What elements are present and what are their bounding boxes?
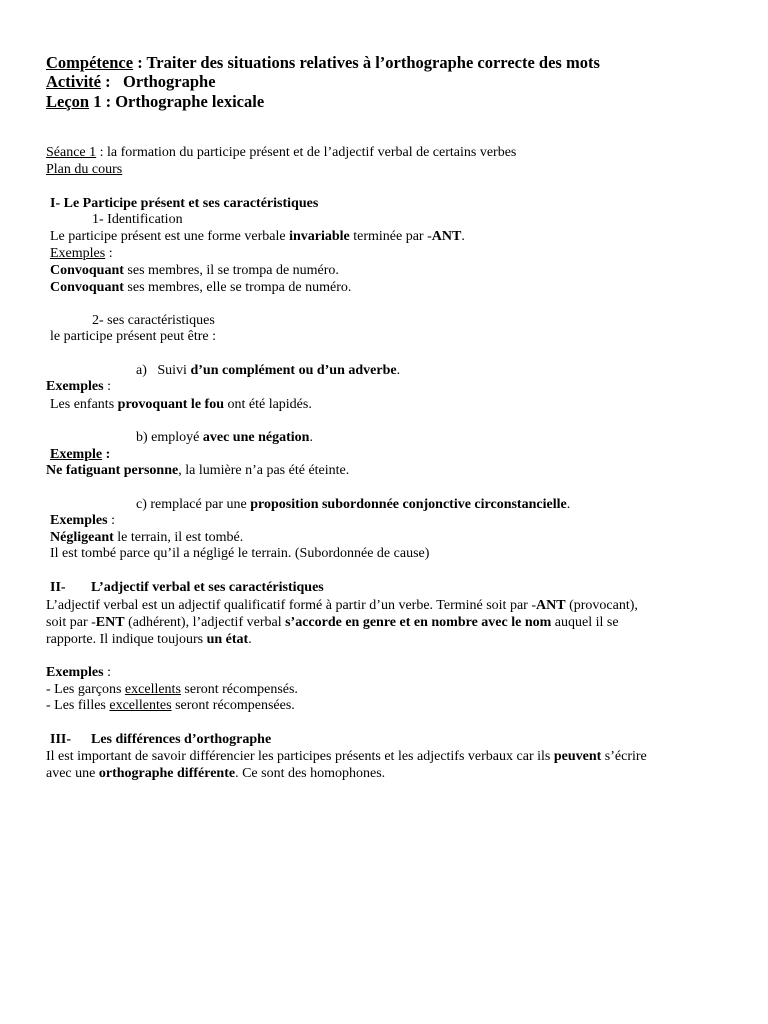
example-bold: Convoquant — [50, 263, 124, 278]
char-b — [136, 429, 313, 446]
part3-title — [50, 731, 271, 748]
para-text: . — [248, 632, 252, 647]
seance-text: : la formation du participe présent et de l’adjectif verbal de certains verbes — [96, 145, 517, 160]
para-bold-orthographe: orthographe différente — [98, 766, 236, 781]
example-text: seront récompensées. — [171, 698, 295, 713]
example-bold: Ne fatiguant personne — [46, 463, 179, 478]
activite-text: : Orthographe — [100, 72, 216, 91]
examples-label: Exemples — [50, 246, 106, 261]
para-text: avec une — [46, 766, 99, 781]
part2-para-line-2 — [46, 614, 619, 631]
para-text: Il est important de savoir différencier les participes présents et les adjectifs verbaux car ils — [46, 749, 554, 764]
example-bold: Convoquant — [50, 280, 124, 295]
char-a-bold: d’un complément ou d’un adverbe — [190, 363, 397, 378]
activite-line — [46, 72, 216, 92]
para-text: (provocant), — [565, 598, 638, 613]
para-bold-etat: un état — [206, 632, 249, 647]
part2-para-line-1 — [46, 597, 638, 614]
examples-label: Exemples — [50, 513, 108, 528]
part2-examples-label — [46, 664, 111, 681]
example-text: - Les garçons — [46, 682, 125, 697]
example-text: ont été lapidés. — [223, 397, 312, 412]
part2-example-1 — [46, 681, 298, 698]
examples-colon: : — [105, 246, 113, 261]
part3-num: III- — [50, 732, 72, 747]
para-text: soit par - — [46, 615, 96, 630]
char-c-prefix: c) remplacé par une — [136, 497, 251, 512]
def-bold-ant: ANT — [431, 229, 462, 244]
example-label: Exemple — [50, 447, 103, 462]
part3-para-line-1 — [46, 748, 647, 765]
char-a — [136, 362, 400, 379]
char-c — [136, 496, 570, 513]
part1-num: I- — [50, 196, 64, 211]
part1-title — [50, 195, 318, 212]
para-text: s’écrire — [601, 749, 647, 764]
def-text-c: terminée par - — [349, 229, 432, 244]
examples-label: Exemples — [46, 665, 104, 680]
char-c-end: . — [566, 497, 571, 512]
char-b-example-label — [50, 446, 110, 463]
char-a-end: . — [396, 363, 401, 378]
def-text-a: Le participe présent est une forme verbale — [50, 229, 290, 244]
competence-text: : Traiter des situations relatives à l’orthographe correcte des mots — [133, 53, 600, 72]
char-c-example-2: Il est tombé parce qu’il a négligé le terrain. (Subordonnée de cause) — [50, 546, 430, 561]
char-b-prefix: b) employé — [136, 430, 203, 445]
part1-title-text: Le Participe présent et ses caractéristiques — [63, 196, 319, 211]
para-text: . Ce sont des homophones. — [235, 766, 386, 781]
para-text: auquel il se — [551, 615, 619, 630]
examples-colon: : — [103, 665, 111, 680]
example-bold: Négligeant — [50, 530, 114, 545]
char-a-prefix: a) Suivi — [136, 363, 191, 378]
plan-du-cours: Plan du cours — [46, 162, 123, 177]
part1-example-2 — [50, 279, 351, 296]
char-c-example-1 — [50, 529, 243, 546]
example-text: le terrain, il est tombé. — [113, 530, 244, 545]
part1-sub2: 2- ses caractéristiques — [92, 313, 215, 328]
para-bold-peuvent: peuvent — [553, 749, 602, 764]
part2-num: II- — [50, 580, 66, 595]
example-text: - Les filles — [46, 698, 110, 713]
examples-colon: : — [103, 379, 111, 394]
lecon-text: 1 : Orthographe lexicale — [89, 92, 265, 111]
char-c-bold: proposition subordonnée conjonctive circonstancielle — [250, 497, 567, 512]
part2-para-line-3 — [46, 631, 252, 648]
part2-title — [50, 579, 324, 596]
part1-example-1 — [50, 262, 339, 279]
examples-colon: : — [107, 513, 115, 528]
activite-label: Activité — [46, 72, 101, 91]
part2-title-text: L’adjectif verbal et ses caractéristiques — [91, 580, 324, 595]
para-bold-ant: ANT — [536, 598, 566, 613]
def-text-e: . — [461, 229, 465, 244]
seance-label: Séance 1 — [46, 145, 97, 160]
example-text: , la lumière n’a pas été éteinte. — [178, 463, 350, 478]
part3-title-text: Les différences d’orthographe — [91, 732, 272, 747]
example-bold: provoquant le fou — [117, 397, 224, 412]
example-colon: : — [102, 447, 111, 462]
char-b-bold: avec une négation — [202, 430, 310, 445]
char-a-example — [50, 396, 312, 413]
char-b-end: . — [309, 430, 313, 445]
example-text: seront récompensés. — [180, 682, 298, 697]
para-text: (adhérent), l’adjectif verbal — [124, 615, 286, 630]
competence-label: Compétence — [46, 53, 134, 72]
para-bold-ent: ENT — [95, 615, 125, 630]
example-text: ses membres, elle se trompa de numéro. — [123, 280, 352, 295]
examples-label: Exemples — [46, 379, 104, 394]
char-b-example — [46, 462, 349, 479]
char-a-examples-label — [46, 378, 111, 395]
lecon-line — [46, 92, 264, 112]
para-text: rapporte. Il indique toujours — [46, 632, 207, 647]
part1-sub2-intro: le participe présent peut être : — [50, 329, 216, 344]
para-text: L’adjectif verbal est un adjectif qualificatif formé à partir d’un verbe. Terminé soit par - — [46, 598, 536, 613]
example-text: ses membres, il se trompa de numéro. — [123, 263, 339, 278]
part1-sub1: 1- Identification — [92, 212, 183, 227]
para-bold-accord: s’accorde en genre et en nombre avec le nom — [285, 615, 552, 630]
example-underlined: excellents — [124, 682, 181, 697]
example-text: Les enfants — [50, 397, 118, 412]
def-bold-invariable: invariable — [289, 229, 350, 244]
example-underlined: excellentes — [109, 698, 172, 713]
char-c-examples-label — [50, 512, 115, 529]
competence-line — [46, 53, 600, 73]
part1-definition — [50, 228, 465, 245]
part1-examples-label — [50, 245, 113, 262]
part3-para-line-2 — [46, 765, 385, 782]
seance-line — [46, 144, 516, 161]
lecon-label: Leçon — [46, 92, 90, 111]
part2-example-2 — [46, 697, 295, 714]
